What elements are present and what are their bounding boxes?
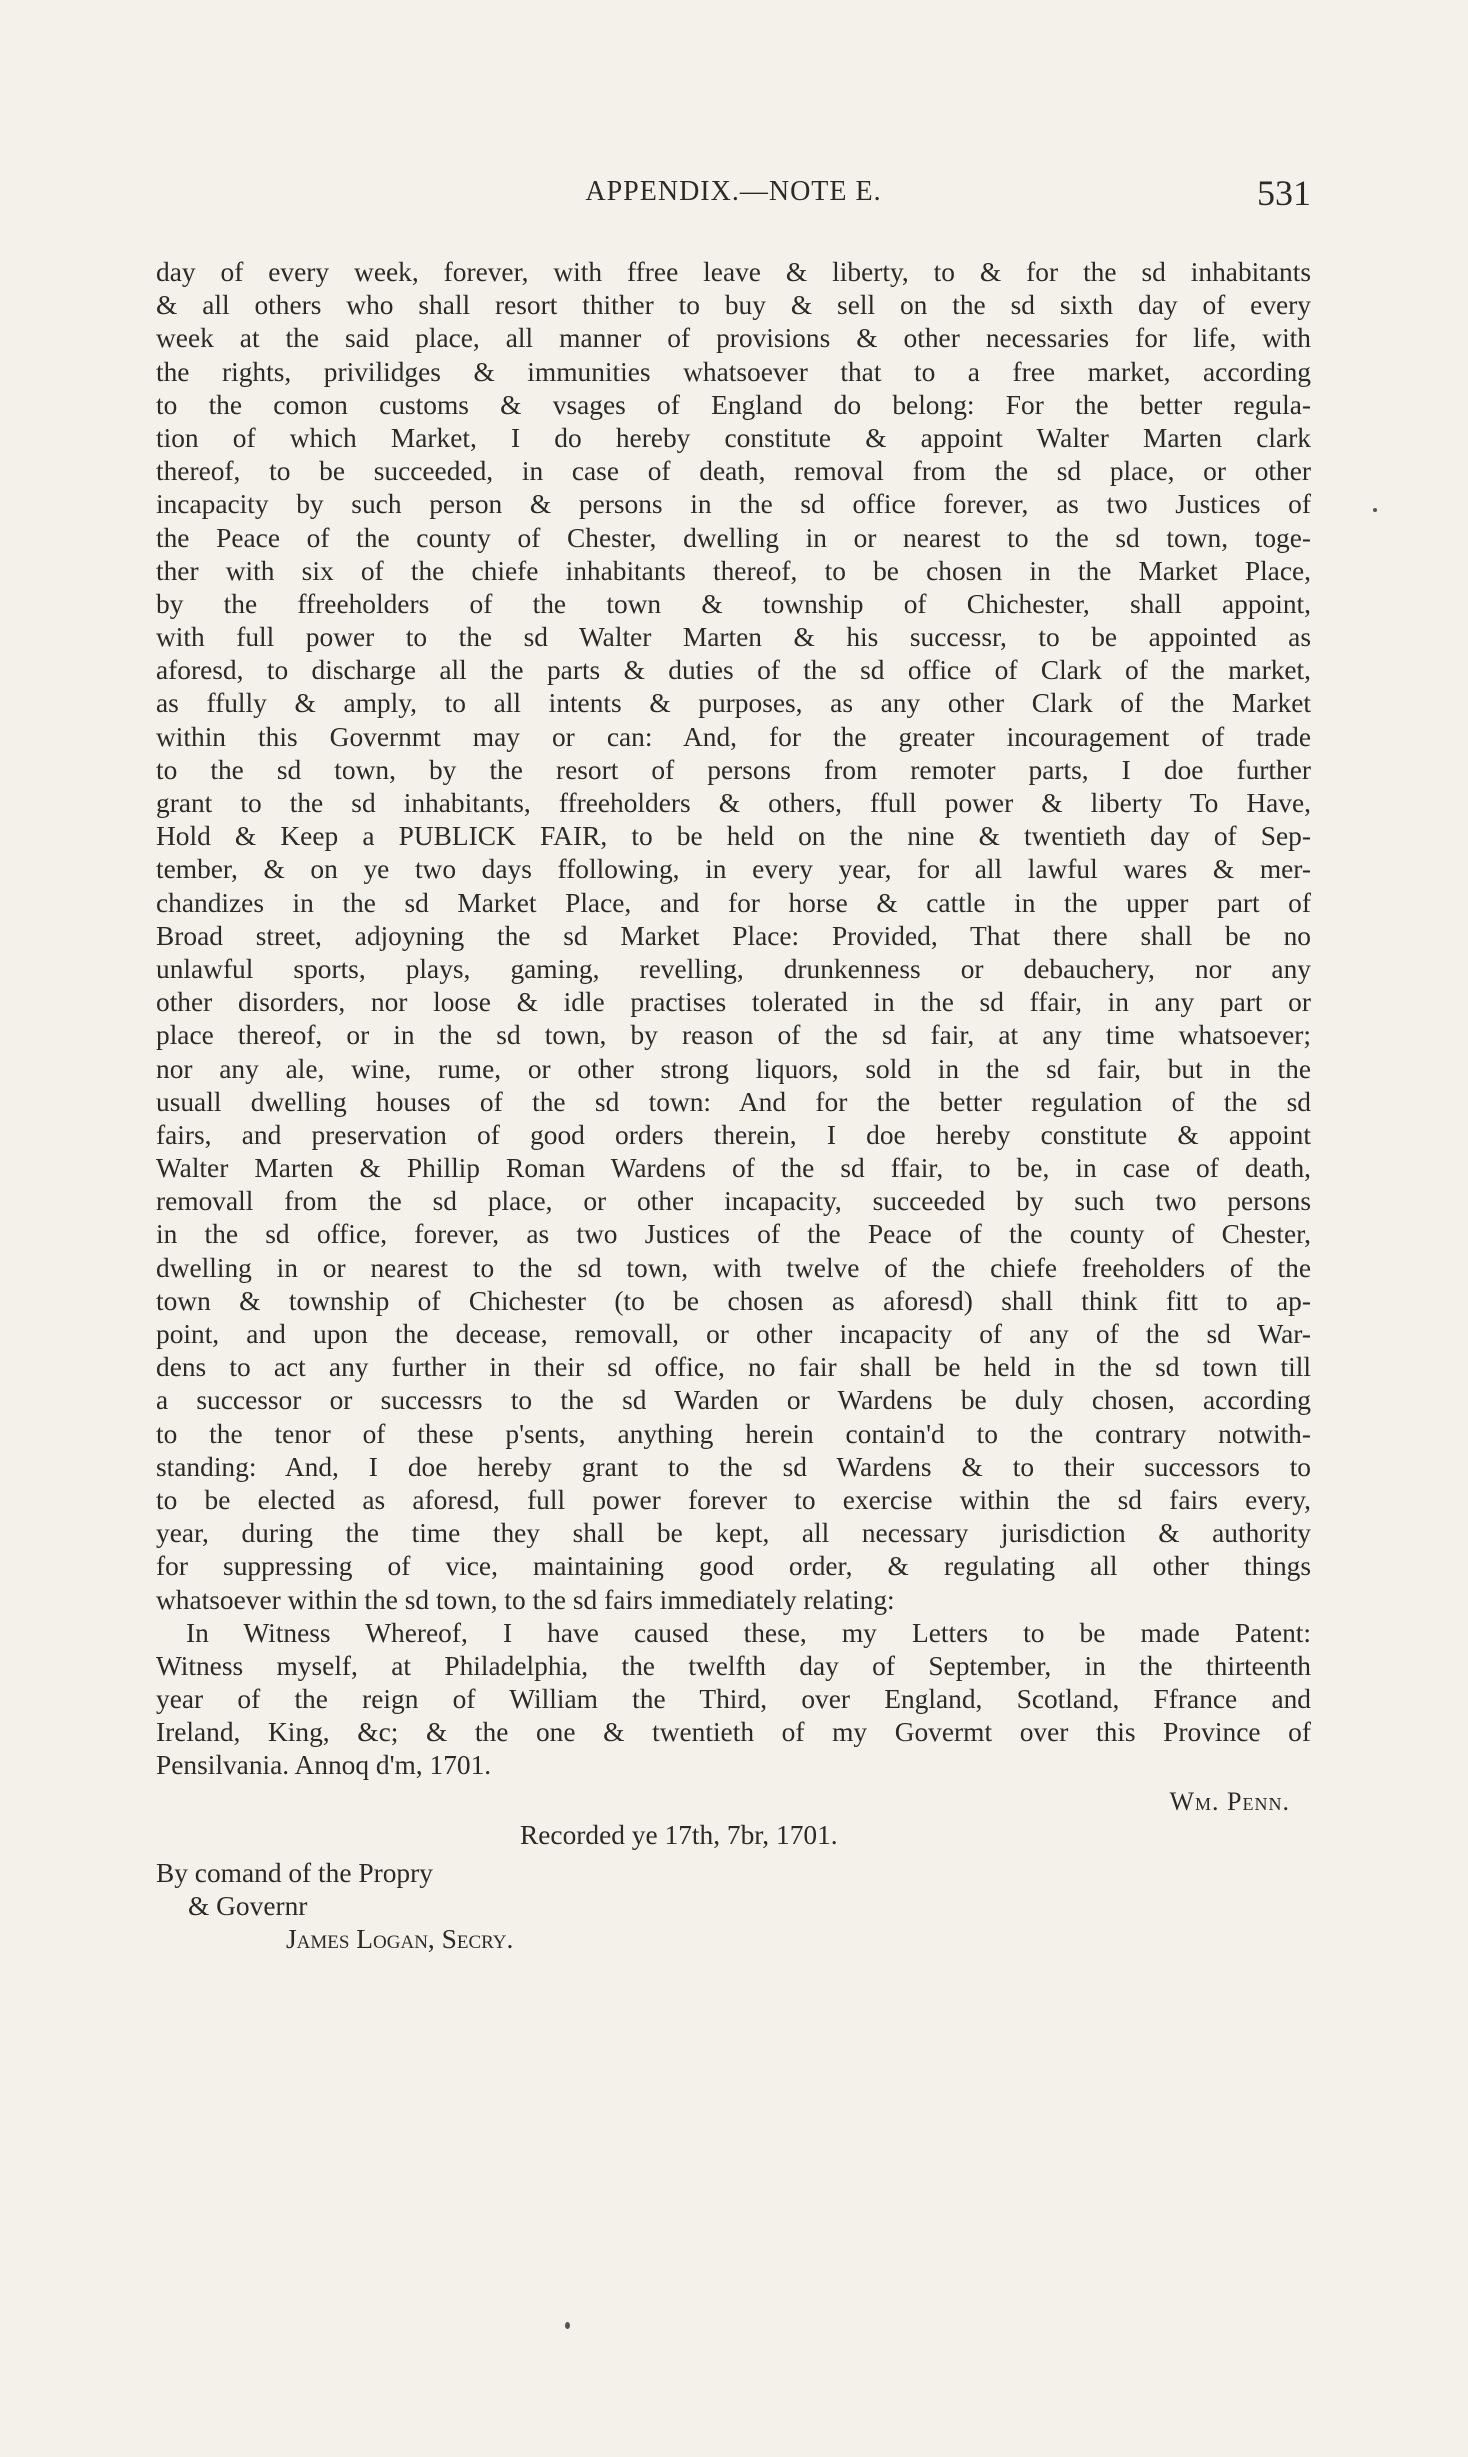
body-line: by the ffreeholders of the town & township of Chichester, shall appoint, [156, 588, 1311, 619]
command-block [156, 1857, 513, 1957]
body-line: dwelling in or nearest to the sd town, with twelve of the chiefe freeholders of the [156, 1252, 1311, 1283]
body-line: point, and upon the decease, removall, or other incapacity of any of the sd War- [156, 1319, 1311, 1349]
recorded-line: Recorded ye 17th, 7br, 1701. [520, 1820, 838, 1850]
body-line: In Witness Whereof, I have caused these, my Letters to be made Patent: [186, 1617, 1311, 1648]
body-line: other disorders, nor loose & idle practises tolerated in the sd ffair, in any part or [156, 987, 1311, 1018]
body-text [156, 256, 1311, 1783]
body-line: the rights, privilidges & immunities whatsoever that to a free market, according [156, 356, 1311, 387]
body-line: chandizes in the sd Market Place, and for horse & cattle in the upper part of [156, 887, 1311, 918]
body-line: dens to act any further in their sd office, no fair shall be held in the sd town till [156, 1352, 1311, 1383]
command-line-2: & Governr [188, 1891, 308, 1922]
body-line: in the sd office, forever, as two Justices of the Peace of the county of Chester, [156, 1219, 1311, 1250]
body-line: removall from the sd place, or other incapacity, succeeded by such two persons [156, 1186, 1311, 1217]
body-line: Witness myself, at Philadelphia, the twelfth day of September, in the thirteenth [156, 1650, 1311, 1681]
body-line: year of the reign of William the Third, over England, Scotland, Ffrance and [156, 1684, 1311, 1715]
body-line: unlawful sports, plays, gaming, revelling, drunkenness or debauchery, nor any [156, 953, 1311, 984]
signature: Wm. Penn. [1169, 1787, 1290, 1816]
body-line: for suppressing of vice, maintaining good order, & regulating all other things [156, 1551, 1311, 1582]
body-line: Pensilvania. Annoq d'm, 1701. [156, 1750, 492, 1781]
page-header [156, 172, 1311, 222]
body-line: Ireland, King, &c; & the one & twentieth of my Govermt over this Province of [156, 1717, 1311, 1748]
body-line: Hold & Keep a PUBLICK FAIR, to be held on the nine & twentieth day of Sep- [156, 821, 1311, 852]
body-line: nor any ale, wine, rume, or other strong liquors, sold in the sd fair, but in the [156, 1053, 1311, 1084]
body-line: to the comon customs & vsages of England do belong: For the better regula- [156, 389, 1311, 420]
body-line: place thereof, or in the sd town, by reason of the sd fair, at any time whatsoever; [156, 1020, 1311, 1051]
body-line: thereof, to be succeeded, in case of death, removal from the sd place, or other [156, 456, 1311, 487]
command-line-3: James Logan, Secry. [286, 1924, 514, 1955]
body-line: Walter Marten & Phillip Roman Wardens of the sd ffair, to be, in case of death, [156, 1153, 1311, 1184]
body-line: the Peace of the county of Chester, dwelling in or nearest to the sd town, toge- [156, 522, 1311, 553]
running-head: APPENDIX.—NOTE E. [585, 176, 882, 207]
body-line: year, during the time they shall be kept, all necessary jurisdiction & authority [156, 1518, 1311, 1549]
body-line: aforesd, to discharge all the parts & duties of the sd office of Clark of the market, [156, 655, 1311, 686]
body-line: as ffully & amply, to all intents & purposes, as any other Clark of the Market [156, 688, 1311, 719]
body-line: standing: And, I doe hereby grant to the sd Wardens & to their successors to [156, 1451, 1311, 1482]
body-line: whatsoever within the sd town, to the sd fairs immediately relating: [156, 1584, 895, 1615]
body-line: & all others who shall resort thither to buy & sell on the sd sixth day of every [156, 290, 1311, 321]
page-number: 531 [1257, 173, 1311, 213]
command-line-1: By comand of the Propry [156, 1858, 433, 1888]
paper-speck [565, 2322, 570, 2329]
body-line: town & township of Chichester (to be chosen as aforesd) shall think fitt to ap- [156, 1285, 1311, 1316]
body-line: to the sd town, by the resort of persons from remoter parts, I doe further [156, 754, 1311, 785]
body-line: ther with six of the chiefe inhabitants thereof, to be chosen in the Market Place, [156, 555, 1311, 586]
paper-speck [1373, 508, 1377, 512]
body-line: to the tenor of these p'sents, anything herein contain'd to the contrary notwith- [156, 1418, 1311, 1449]
body-line: fairs, and preservation of good orders therein, I doe hereby constitute & appoint [156, 1119, 1311, 1150]
body-line: Broad street, adjoyning the sd Market Place: Provided, That there shall be no [156, 920, 1311, 951]
body-line: week at the said place, all manner of provisions & other necessaries for life, with [156, 323, 1311, 354]
body-line: usuall dwelling houses of the sd town: And for the better regulation of the sd [156, 1086, 1311, 1117]
body-line: within this Governmt may or can: And, for the greater incouragement of trade [156, 721, 1311, 752]
body-line: tion of which Market, I do hereby constitute & appoint Walter Marten clark [156, 422, 1311, 453]
body-line: incapacity by such person & persons in the sd office forever, as two Justices of [156, 489, 1311, 520]
body-line: grant to the sd inhabitants, ffreeholders & others, ffull power & liberty To Have, [156, 788, 1311, 818]
body-line: a successor or successrs to the sd Warden or Wardens be duly chosen, according [156, 1385, 1311, 1416]
body-line: tember, & on ye two days ffollowing, in every year, for all lawful wares & mer- [156, 854, 1311, 885]
body-line: day of every week, forever, with ffree leave & liberty, to & for the sd inhabitants [156, 257, 1311, 287]
body-line: to be elected as aforesd, full power forever to exercise within the sd fairs every, [156, 1484, 1311, 1515]
body-line: with full power to the sd Walter Marten & his successr, to be appointed as [156, 622, 1311, 653]
